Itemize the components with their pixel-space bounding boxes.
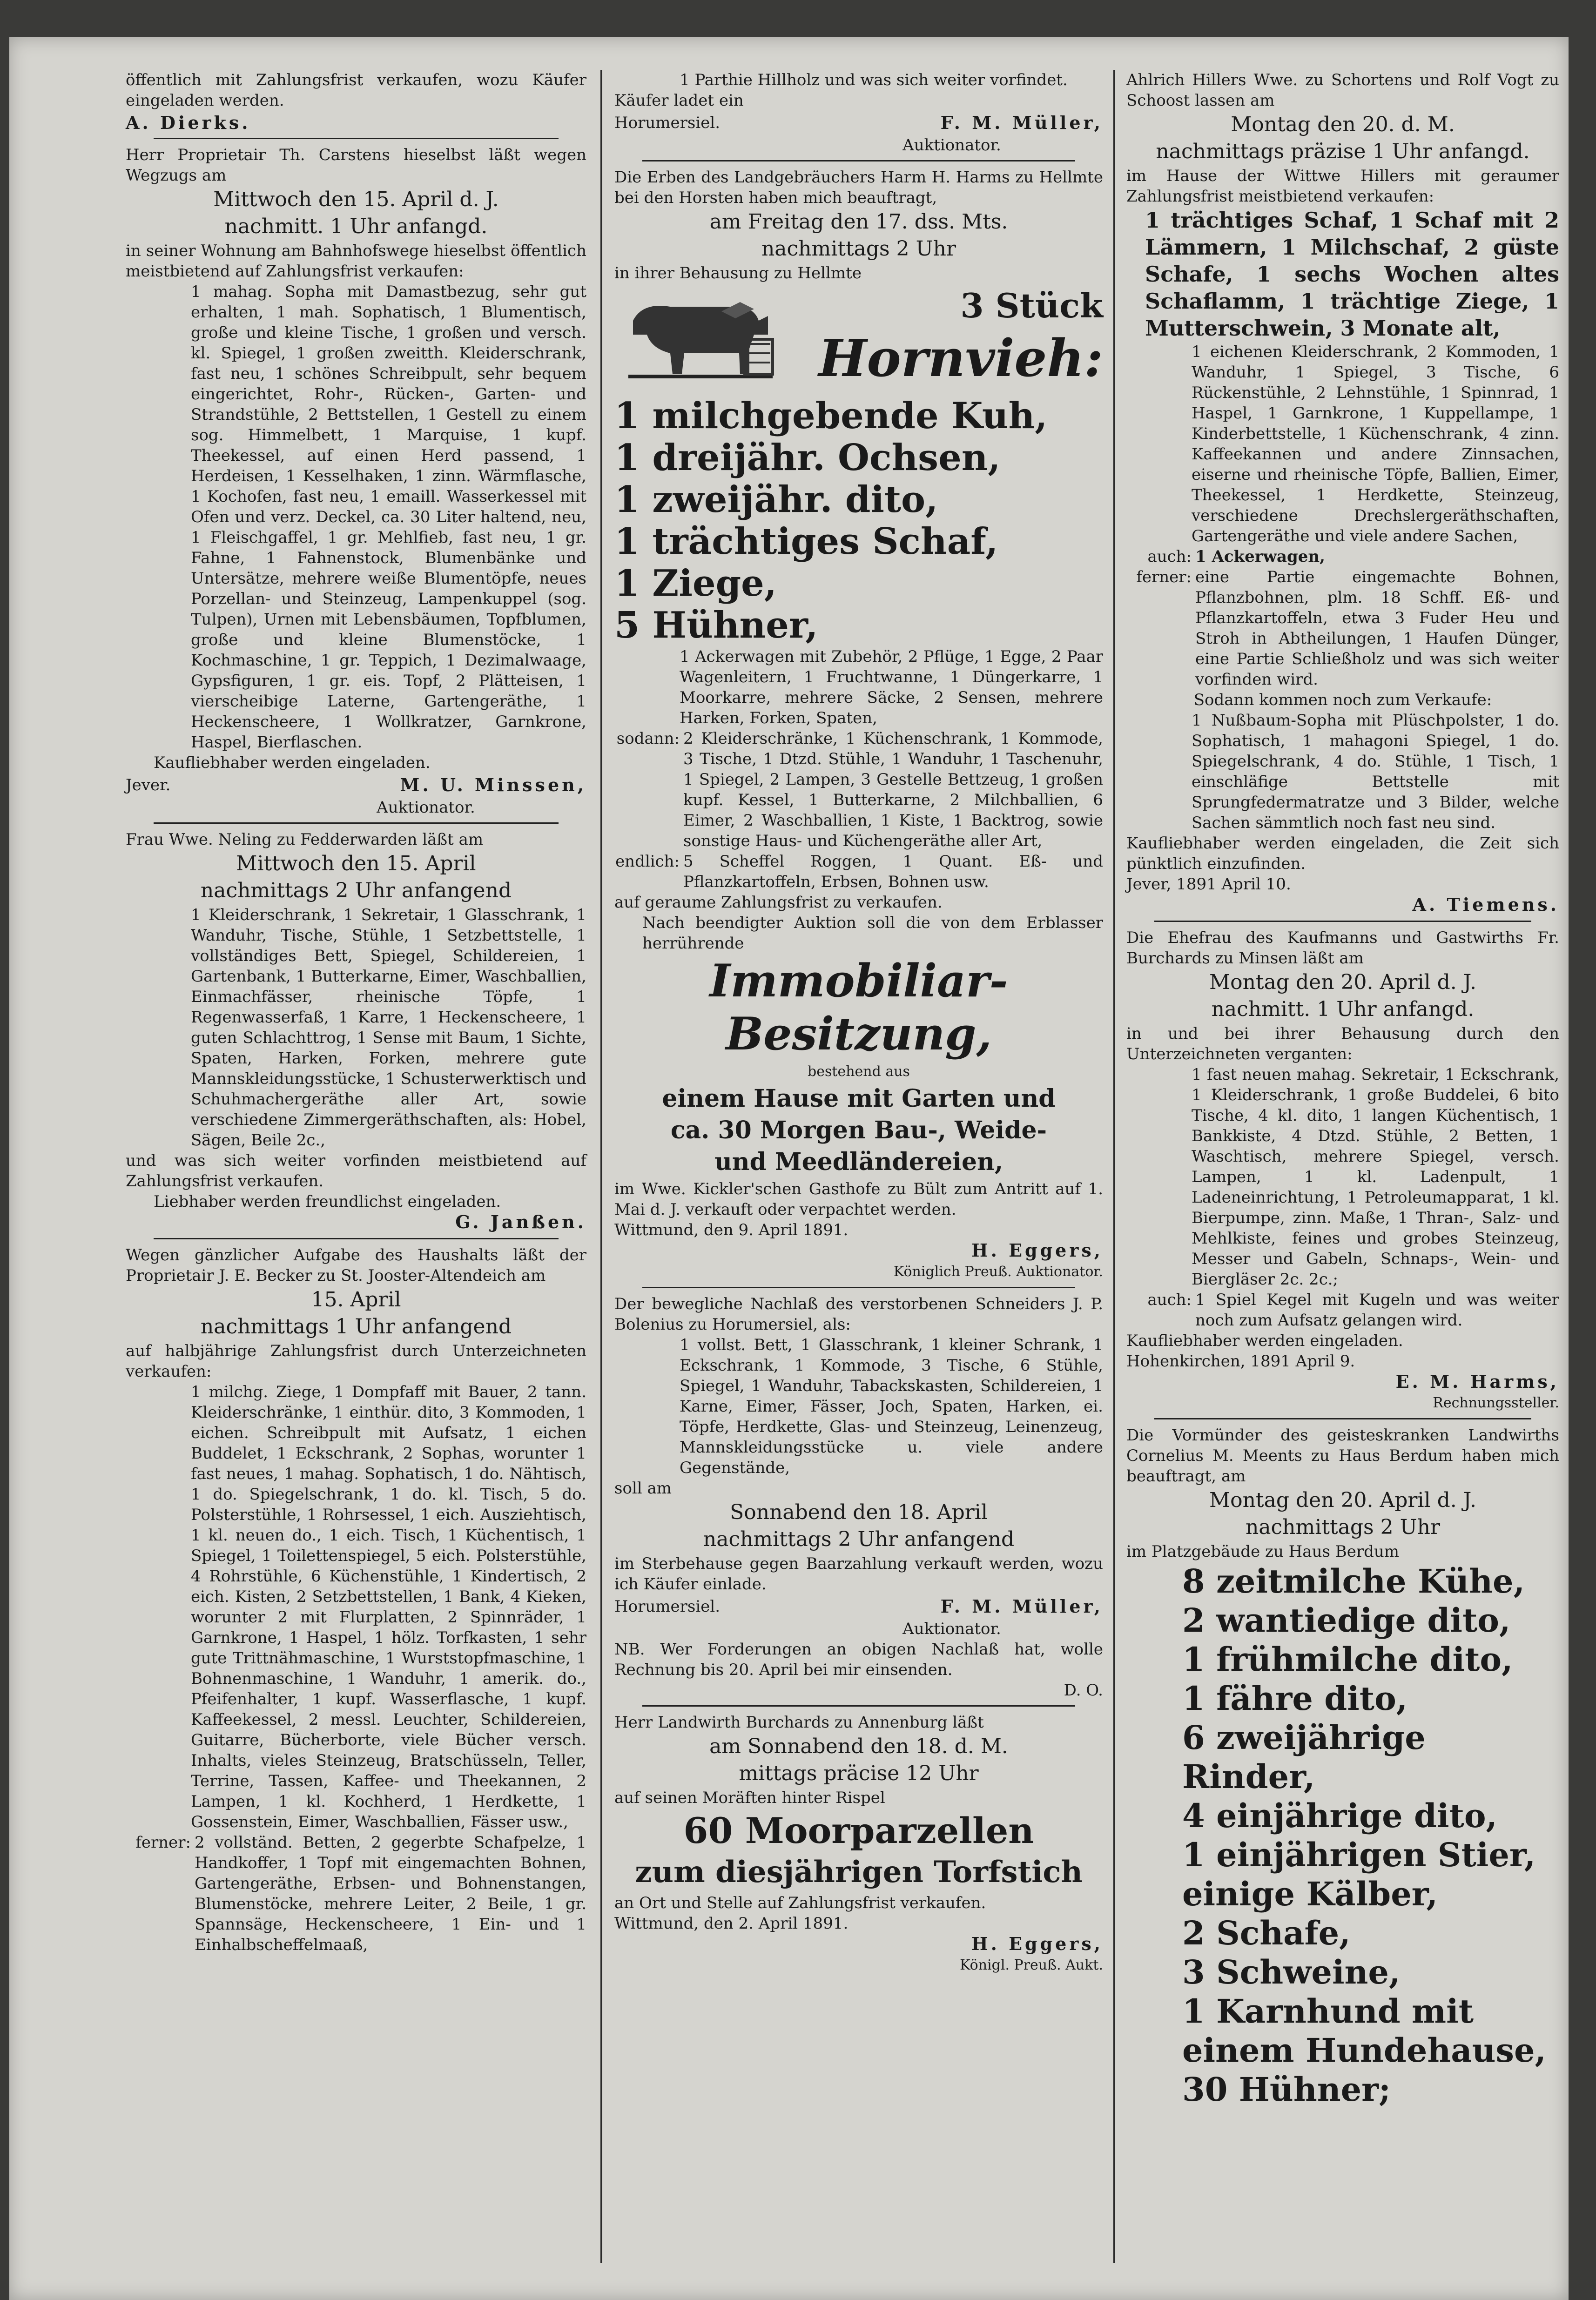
animal-item: 3 Schweine,	[1182, 1953, 1401, 1991]
animal-item: 5 Hühner,	[614, 604, 818, 646]
ad-time: nachmitt. 1 Uhr anfangd.	[1211, 997, 1475, 1021]
ad-intro: Wegen gänzlicher Aufgabe des Haushalts läßt der Proprietair J. E. Becker zu St. Jooster-Altendeich am	[126, 1246, 586, 1285]
animal-item: 1 Ziege,	[614, 562, 777, 605]
ad-dierks	[126, 70, 586, 133]
ad-label: auch:	[1147, 547, 1192, 566]
divider	[154, 1238, 559, 1239]
ad-body: in und bei ihrer Behausung durch den Unterzeichneten verganten:	[1126, 1024, 1559, 1063]
ad-headline: Hornvieh:	[818, 328, 1103, 388]
column-3	[1126, 70, 1559, 2272]
ad-place: Jever.	[126, 776, 171, 794]
ad-after: Nach beendigter Auktion soll die von dem Erblasser herrührende	[642, 914, 1103, 953]
animal-item: 1 fähre dito,	[1182, 1679, 1408, 1718]
column-1	[126, 70, 586, 2272]
ad-date: am Freitag den 17. dss. Mts.	[709, 210, 1008, 234]
signature: F. M. Müller,	[940, 1596, 1103, 1617]
signature: E. M. Harms,	[1395, 1371, 1559, 1392]
signature-role: Auktionator.	[902, 1620, 1001, 1638]
divider	[1154, 921, 1531, 922]
animal-item: 1 milchgebende Kuh,	[614, 395, 1048, 437]
ad-items-2: 1 Spiel Kegel mit Kugeln und was weiter noch zum Aufsatz gelangen wird.	[1195, 1291, 1559, 1330]
ad-items: 1 vollst. Bett, 1 Glasschrank, 1 kleiner Schrank, 1 Eckschrank, 1 Kommode, 3 Tische, 6 Stühle, Spiegel, 1 Wanduhr, Tabackskasten, Schildereien, 1 Karne, Eimer, Fässer, Joch, Spaten, Harken, ei. Töpfe, Herdkette, Glas- und Steinzeug, Leinenzeug, Mannskleidungsstücke u. viele andere Gegenstände,	[680, 1336, 1103, 1477]
ad-intro: Herr Proprietair Th. Carstens hieselbst läßt wegen Wegzugs am	[126, 146, 586, 185]
ad-date: Sonnabend den 18. April	[730, 1500, 988, 1524]
ad-label: ferner:	[135, 1833, 191, 1852]
animal-item: 4 einjährige dito,	[1182, 1796, 1497, 1835]
ad-text: 1 Parthie Hillholz und was sich weiter vorfindet.	[680, 71, 1068, 89]
ad-invite: Liebhaber werden freundlichst eingeladen.	[154, 1192, 501, 1211]
ad-hillers	[1126, 70, 1559, 916]
ad-label: endlich:	[615, 852, 680, 871]
ad-meents	[1126, 1425, 1559, 2109]
ad-sodann: Sodann kommen noch zum Verkaufe:	[1193, 691, 1492, 709]
signature: G. Janßen.	[455, 1211, 586, 1232]
ad-headline-count: 3 Stück	[960, 286, 1103, 325]
divider	[642, 1705, 1075, 1707]
ad-body: in seiner Wohnung am Bahnhofswege hieselbst öffentlich meistbietend auf Zahlungsfrist verkaufen:	[126, 242, 586, 281]
ad-bolenius	[614, 1294, 1103, 1701]
ad-soll: soll am	[614, 1479, 672, 1498]
ad-headline-immo: Immobiliar-	[709, 955, 1008, 1007]
ad-carstens	[126, 145, 586, 818]
animal-item: 8 zeitmilche Kühe,	[1182, 1562, 1525, 1601]
animal-item: 6 zweijährige Rinder,	[1182, 1718, 1426, 1796]
signature: F. M. Müller,	[940, 112, 1103, 133]
ad-body: an Ort und Stelle auf Zahlungsfrist verkaufen.	[614, 1894, 986, 1912]
ad-headline-besitz: Besitzung,	[726, 1008, 992, 1060]
ad-items: 1 mahag. Sopha mit Damastbezug, sehr gut erhalten, 1 mah. Sophatisch, 1 Blumentisch, große und kleine Tische, 1 großen und versch. kl. Spiegel, 1 großen zweitth. Kleiderschrank, fast neu, 1 schönes Schreibpult, sehr bequem eingerichtet, Rohr-, Rücken-, Garten- und Strandstühle, 2 Bettstellen, 1 Gestell zu einem sog. Himmelbett, 1 Marquise, 1 kupf. Theekessel, auf einen Herd passend, 1 Herdeisen, 1 Kesselhaken, 1 zinn. Wärmflasche, 1 Kochofen, fast neu, 1 emaill. Wasserkessel mit Ofen und verz. Deckel, ca. 30 Liter haltend, neu, 1 Fleischgaffel, 1 gr. Mehlfieb, fast neu, 1 gr. Fahne, 1 Fahnenstock, Blumenbänke und Untersätze, mehrere weiße Blumentöpfe, neues Porzellan- und Steinzeug, Lampenkuppel (sog. Tulpen), Urnen mit Lebensbäumen, Topfblumen, große und kleine Blumenstöcke, 1 Kochmaschine, 1 gr. Teppich, 1 Dezimalwaage, Gypsfiguren, 1 gr. eis. Topf, 2 Plätteisen, 1 vierscheibige Laterne, Gartengeräthe, 1 Heckenscheere, 1 Wollkratzer, Garnkrone, Haspel, Bierflaschen.	[191, 282, 586, 752]
ad-body: im Wwe. Kickler'schen Gasthofe zu Bült zum Antritt auf 1. Mai d. J. verkauft oder verpachtet werden.	[614, 1180, 1103, 1219]
ad-neling	[126, 829, 586, 1233]
animal-item: 1 dreijähr. Ochsen,	[614, 437, 1001, 479]
ad-intro: Ahlrich Hillers Wwe. zu Schortens und Rolf Vogt zu Schoost lassen am	[1126, 71, 1559, 110]
ad-place-date: Wittmund, den 2. April 1891.	[614, 1914, 849, 1933]
ad-items: 1 eichenen Kleiderschrank, 2 Kommoden, 1 Wanduhr, 1 Spiegel, 3 Tische, 6 Rückenstühle, 2 Lehnstühle, 1 Spinnrad, 1 Haspel, 1 Garnkrone, 1 Kuppellampe, 1 Kinderbettstelle, 1 Küchenschrank, 4 zinn. Kaffeekannen und andere Zinnsachen, eiserne und rheinische Töpfe, Ballien, Eimer, Theekessel, 1 Herdkette, Steinzeug, verschiedene Drechslergeräthschaften, Gartengeräthe und viele andere Sachen,	[1192, 343, 1559, 545]
animal-item: 30 Hühner;	[1182, 2070, 1391, 2109]
ad-time: mittags präcise 12 Uhr	[739, 1762, 979, 1785]
ad-harms	[614, 167, 1103, 1282]
ad-date: 15. April	[311, 1288, 401, 1311]
ad-time: nachmittags 2 Uhr	[761, 237, 956, 261]
ad-body: auf halbjährige Zahlungsfrist durch Unterzeichneten verkaufen:	[126, 1342, 586, 1381]
ad-place: Horumersiel.	[614, 114, 721, 132]
cattle-illustration	[614, 283, 782, 395]
signature: H. Eggers,	[971, 1240, 1103, 1261]
ad-date: Montag den 20. d. M.	[1231, 113, 1455, 136]
ad-headline: 60 Moorparzellen	[683, 1810, 1034, 1851]
animal-item: 2 wantiedige dito,	[1182, 1601, 1511, 1640]
ad-items-2: 2 vollständ. Betten, 2 gegerbte Schafpelze, 1 Handkoffer, 1 Topf mit eingemachten Bohnen, Gartengeräthe, Erbsen- und Bohnenstangen, Blumenstöcke, mehrere Leiter, 2 Beile, 1 gr. Spannsäge, Heckenscheere, 1 Ein- und 1 Einhalbscheffelmaaß,	[195, 1833, 586, 1954]
animal-item: 1 Karnhund mit einem Hundehause,	[1182, 1992, 1546, 2070]
divider	[1154, 1418, 1531, 1419]
divider	[154, 822, 559, 824]
ad-house-2: ca. 30 Morgen Bau-, Weide-	[670, 1116, 1047, 1144]
ad-item-auch: 1 Ackerwagen,	[1195, 547, 1325, 566]
animal-item: 2 Schafe,	[1182, 1914, 1351, 1952]
signature-role: Auktionator.	[902, 136, 1001, 155]
ad-items: 1 milchg. Ziege, 1 Dompfaff mit Bauer, 2 tann. Kleiderschränke, 1 einthür. dito, 3 Kommoden, 1 eichen. Schreibpult mit Aufsatz, 1 eichen Buddelet, 1 Eckschrank, 2 Sophas, worunter 1 fast neues, 1 mahag. Sophatisch, 1 do. Nähtisch, 1 do. Spiegelschrank, 1 do. kl. Tisch, 5 do. Polsterstühle, 1 Rohrsessel, 1 eich. Ausziehtisch, 1 kl. neuen do., 1 eich. Tisch, 1 Küchentisch, 1 Spiegel, 1 Toilettenspiegel, 5 eich. Polsterstühle, 4 Rohrstühle, 6 Küchenstühle, 1 Kindertisch, 2 eich. Kisten, 2 Setzbettstellen, 1 Bank, 4 Kieken, worunter 2 mit Flurplatten, 2 Spinnräder, 1 Garnkrone, 1 Haspel, 1 hölz. Torfkasten, 1 sehr gute Trittnähmaschine, 1 Wurststopfmaschine, 1 Bohnenmaschine, 1 Wanduhr, 1 amerik. do., Pfeifenhalter, 1 kupf. Wasserflasche, 1 kupf. Kaffeekessel, 2 messl. Leuchter, Schildereien, Guitarre, Bücherborte, viele Bücher versch. Inhalts, vieles Steinzeug, Bratschüsseln, Teller, Terrine, Tassen, Kaffee- und Theekannen, 2 Lampen, 1 kl. Kochherd, 1 Herdkette, 1 Gossenstein, Eimer, Waschballien, Fässer usw.,	[191, 1383, 586, 1831]
ad-time: nachmittags 2 Uhr	[1245, 1515, 1441, 1539]
ad-nb: NB. Wer Forderungen an obigen Nachlaß hat, wolle Rechnung bis 20. April bei mir einsenden.	[614, 1640, 1103, 1679]
ad-intro: Die Ehefrau des Kaufmanns und Gastwirths Fr. Burchards zu Minsen läßt am	[1126, 928, 1559, 968]
signature-role: Auktionator.	[377, 798, 475, 817]
ad-burchards-minsen	[1126, 928, 1559, 1413]
ad-intro: Die Erben des Landgebräuchers Harm H. Harms zu Hellmte bei den Horsten haben mich beauftragt,	[614, 168, 1103, 207]
ad-body: im Sterbehause gegen Baarzahlung verkauft werden, wozu ich Käufer einlade.	[614, 1554, 1103, 1594]
ad-place-date: Wittmund, den 9. April 1891.	[614, 1221, 849, 1239]
ad-items: 1 Ackerwagen mit Zubehör, 2 Pflüge, 1 Egge, 2 Paar Wagenleitern, 1 Fruchtwanne, 1 Düngerkarre, 1 Moorkarre, mehrere Säcke, 2 Sensen, mehrere Harken, Forken, Spaten,	[680, 647, 1103, 727]
ad-items-2: eine Partie eingemachte Bohnen, Pflanzbohnen, plm. 18 Schff. Eß- und Pflanzkartoffeln, etwa 3 Fuder Heu und Stroh in Abtheilungen, 1 Haufen Dünger, eine Partie Schließholz und was sich weiter vorfinden wird.	[1195, 568, 1559, 689]
divider	[642, 1287, 1075, 1288]
animal-item: 1 zweijähr. dito,	[614, 478, 938, 521]
ad-time: nachmittags 2 Uhr anfangend	[703, 1527, 1015, 1551]
ad-intro: Die Vormünder des geisteskranken Landwirths Cornelius M. Meents zu Haus Berdum haben mich beauftragt, am	[1126, 1426, 1559, 1486]
ad-nb-sig: D. O.	[1064, 1681, 1103, 1700]
column-rule	[1113, 70, 1115, 2263]
ad-intro: Frau Wwe. Neling zu Fedderwarden läßt am	[126, 830, 484, 849]
ad-time: nachmittags 2 Uhr anfangend	[200, 879, 512, 902]
ad-items: 1 Kleiderschrank, 1 Sekretair, 1 Glasschrank, 1 Wanduhr, Tische, Stühle, 1 Setzbettstelle, 1 vollständiges Bett, Spiegel, Schildereien, 1 Gartenbank, 1 Butterkarne, Eimer, Waschballien, Einmachfässer, rheinische Töpfe, 1 Regenwasserfaß, 1 Karre, 1 Heckenscheere, 1 guten Schlachttrog, 1 Sense mit Baum, 1 Sichte, Spaten, Harken, Forken, mehrere gute Mannskleidungsstücke, 1 Schusterwerktisch und Schuhmachergeräthe aller Art, sowie verschiedene Zimmergeräthschaften, als: Hobel, Sägen, Beile 2c.,	[191, 906, 586, 1150]
signature-role: Königl. Preuß. Aukt.	[960, 1957, 1103, 1973]
ad-tail: und was sich weiter vorfinden meistbietend auf Zahlungsfrist verkaufen.	[126, 1151, 586, 1190]
ad-time: nachmitt. 1 Uhr anfangd.	[224, 215, 488, 238]
ad-animals: 1 trächtiges Schaf, 1 Schaf mit 2 Lämmern, 1 Milchschaf, 2 güste Schafe, 1 sechs Wochen altes Schaflamm, 1 trächtige Ziege, 1 Mutterschwein, 3 Monate alt,	[1145, 208, 1559, 341]
animal-item: 1 einjährigen Stier,	[1182, 1836, 1536, 1874]
ad-items-3: 5 Scheffel Roggen, 1 Quant. Eß- und Pflanzkartoffeln, Erbsen, Bohnen usw.	[683, 852, 1103, 891]
ad-date: am Sonnabend den 18. d. M.	[709, 1735, 1008, 1758]
ad-invite: Kaufliebhaber werden eingeladen.	[154, 753, 431, 772]
column-rule	[600, 70, 602, 2263]
ad-tail: auf geraume Zahlungsfrist zu verkaufen.	[614, 893, 943, 912]
signature: H. Eggers,	[971, 1933, 1103, 1954]
signature: A. Dierks.	[126, 112, 251, 133]
ad-items-3: 1 Nußbaum-Sopha mit Plüschpolster, 1 do. Sophatisch, 1 mahagoni Spiegel, 1 do. Spiegelschrank, 4 do. Stühle, 1 Tisch, 1 einschläfige Bettstelle mit Sprungfedermatratze und 3 Bilder, welche Sachen sämmtlich noch fast neu sind.	[1192, 711, 1559, 832]
ad-place: in ihrer Behausung zu Hellmte	[614, 264, 862, 282]
ad-label: sodann:	[616, 729, 680, 748]
divider	[154, 138, 559, 139]
signature: M. U. Minssen,	[400, 774, 586, 795]
signature-role: Rechnungssteller.	[1433, 1395, 1559, 1411]
ad-house-3: und Meedländereien,	[714, 1148, 1003, 1176]
animal-item: einige Kälber,	[1182, 1875, 1438, 1913]
ad-label: auch:	[1147, 1291, 1192, 1309]
ad-place: im Hause der Wittwe Hillers mit geraumer Zahlungsfrist meistbietend verkaufen:	[1126, 167, 1559, 206]
ad-intro: Herr Landwirth Burchards zu Annenburg läßt	[614, 1713, 984, 1732]
ad-text: öffentlich mit Zahlungsfrist verkaufen, wozu Käufer eingeladen werden.	[126, 71, 586, 110]
ad-time: nachmittags 1 Uhr anfangend	[200, 1315, 512, 1338]
ad-burchards	[614, 1712, 1103, 1976]
ad-invite: Käufer ladet ein	[614, 91, 744, 110]
ad-date: Mittwoch den 15. April	[236, 852, 476, 875]
signature-role: Königlich Preuß. Auktionator.	[893, 1264, 1103, 1280]
ad-date: Montag den 20. April d. J.	[1209, 1488, 1476, 1512]
newspaper-page	[9, 37, 1569, 2300]
ad-becker	[126, 1245, 586, 1955]
ad-headline-2: zum diesjährigen Torfstich	[635, 1855, 1083, 1890]
ad-hillholz	[614, 70, 1103, 155]
ad-date: Mittwoch den 15. April d. J.	[213, 188, 499, 211]
animal-item: 1 trächtiges Schaf,	[614, 520, 998, 563]
column-2	[614, 70, 1103, 2272]
ad-items-2: 2 Kleiderschränke, 1 Küchenschrank, 1 Kommode, 3 Tische, 1 Dtzd. Stühle, 1 Wanduhr, 1 Taschenuhr, 1 Spiegel, 2 Lampen, 3 Gestelle Bettzeug, 1 großen kupf. Kessel, 1 Butterkarne, 2 Milchballien, 6 Eimer, 2 Waschballien, 1 Kiste, 1 Backtrog, sowie sonstige Haus- und Küchengeräthe aller Art,	[683, 729, 1103, 850]
ad-bestehend: bestehend aus	[808, 1063, 910, 1080]
ad-intro: Der bewegliche Nachlaß des verstorbenen Schneiders J. P. Bolenius zu Horumersiel, als:	[614, 1295, 1103, 1334]
ad-place: im Platzgebäude zu Haus Berdum	[1126, 1542, 1399, 1561]
signature: A. Tiemens.	[1412, 894, 1559, 915]
ad-invite: Kaufliebhaber werden eingeladen, die Zeit sich pünktlich einzufinden.	[1126, 834, 1559, 873]
divider	[642, 160, 1075, 161]
ad-time: nachmittags präzise 1 Uhr anfangd.	[1156, 140, 1530, 163]
ad-house-1: einem Hause mit Garten und	[662, 1084, 1056, 1113]
ad-items: 1 fast neuen mahag. Sekretair, 1 Eckschrank, 1 Kleiderschrank, 1 große Buddelei, 6 bito Tische, 4 kl. dito, 1 langen Küchentisch, 1 Bankkiste, 4 Dtzd. Stühle, 2 Betten, 1 Waschtisch, mehrere Spiegel, versch. Lampen, 1 kl. Ladenpult, 1 Ladeneinrichtung, 1 Petroleumapparat, 1 kl. Bierpumpe, zinn. Maße, 1 Thran-, Salz- und Mehlkiste, feines und grobes Steinzeug, Messer und Gabeln, Schnaps-, Wein- und Biergläser 2c. 2c.;	[1192, 1065, 1559, 1289]
ad-date: Montag den 20. April d. J.	[1209, 970, 1476, 994]
ad-label: ferner:	[1136, 568, 1192, 586]
ad-place-date: Jever, 1891 April 10.	[1126, 875, 1291, 894]
animal-item: 1 frühmilche dito,	[1182, 1640, 1513, 1679]
ad-place: auf seinen Moräften hinter Rispel	[614, 1789, 885, 1807]
ad-place: Horumersiel.	[614, 1597, 721, 1616]
ad-invite: Kaufliebhaber werden eingeladen.	[1126, 1332, 1403, 1350]
ad-place-date: Hohenkirchen, 1891 April 9.	[1126, 1352, 1355, 1371]
